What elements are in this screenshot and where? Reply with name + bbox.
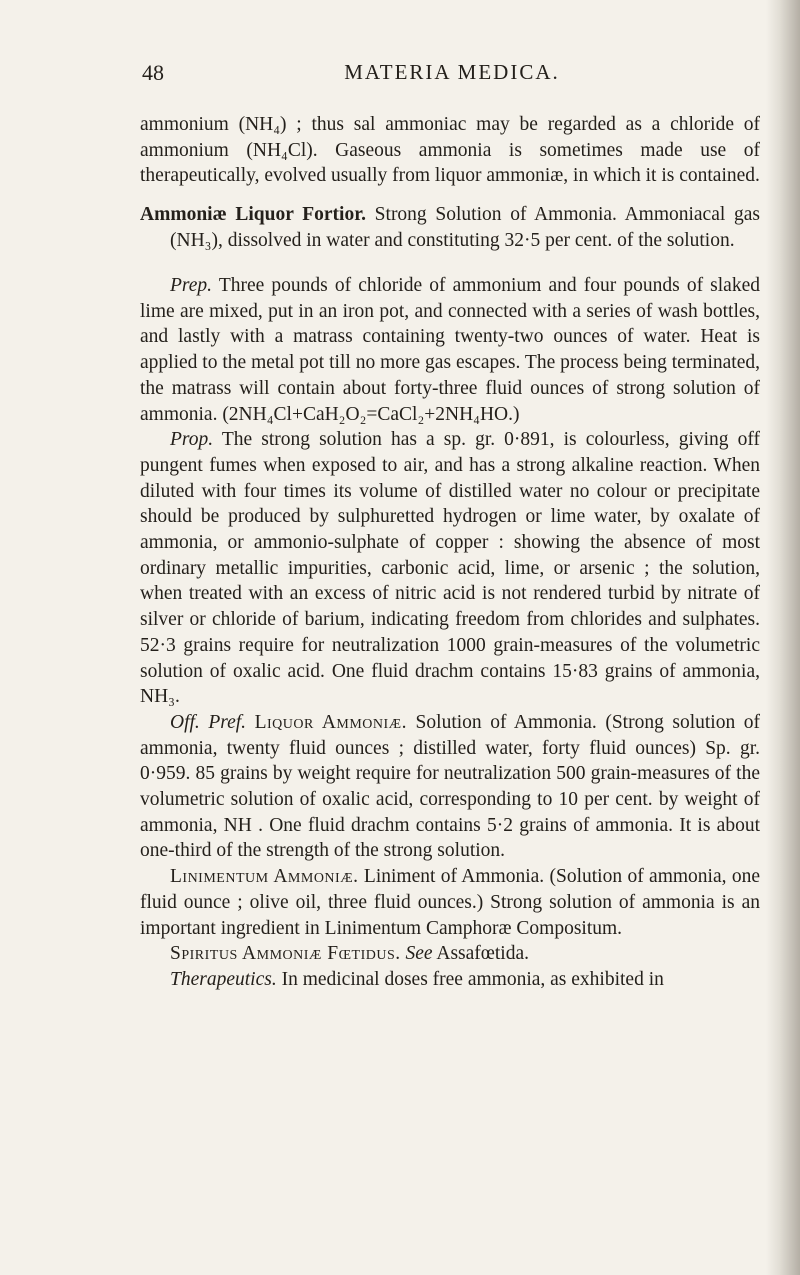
paragraph-lead: Therapeutics. — [170, 969, 277, 990]
paragraph-properties — [140, 427, 760, 710]
page-number: 48 — [142, 60, 164, 85]
see-reference: See — [400, 943, 433, 965]
paragraph-spiritus — [140, 941, 760, 967]
paragraph-text: In medicinal doses free ammonia, as exhibited in — [276, 969, 664, 990]
entry-heading: Ammoniæ Liquor Fortior. — [140, 204, 366, 226]
paragraph-text: Three pounds of chloride of ammonium and four pounds of slaked lime are mixed, put in an iron pot, and connected with a series of wash bottles, and lastly with a matrass containing twenty-two ounces of water. Heat is applied to the metal pot till no more gas escapes. The process being terminated, the matrass will contain about forty-three fluid ounces of strong solution of ammonia. (2NH₄Cl+CaH₂O₂=CaCl₂+2NH₄HO.) — [140, 275, 760, 425]
paragraph-preparation — [140, 273, 760, 427]
paragraph-text: The strong solution has a sp. gr. 0·891, is colourless, giving off pungent fumes when exposed to air, and has a strong alkaline reaction. When diluted with four times its volume of distilled water no colour or precipitate should be produced by sulphuretted hydrogen or lime water, by oxalate of ammonia, or ammonio-sulphate of copper : showing the absence of most ordinary metallic impurities, carbonic acid, lime, or arsenic ; the solution, when treated with an excess of nitric acid is not rendered turbid by nitrate of silver or chloride of barium, indicating freedom from chlorides and sulphates. 52·3 grains require for neutralization 1000 grain-measures of the volumetric solution of oxalic acid. One fluid drachm contains 15·83 grains of ammonia, NH₃. — [140, 429, 760, 708]
paragraph-continued — [140, 112, 760, 189]
preparation-name: Liquor Ammoniæ. — [254, 711, 408, 733]
preparation-name: Spiritus Ammoniæ Fœtidus. — [170, 943, 401, 965]
entry-ammoniae-liquor-fortior — [140, 202, 760, 253]
paragraph-lead: Prop. — [170, 429, 214, 451]
page-header — [142, 56, 762, 96]
paragraph-text: Assafœtida. — [432, 943, 529, 965]
paragraph-lead: Prep. — [170, 275, 213, 297]
paragraph-text: Solution of Ammonia. (Strong solution of ammonia, twenty fluid ounces ; distilled water, forty fluid ounces) Sp. gr. 0·959. 85 grains by weight require for neutralization 500 grain-measures of the volumetric solution of oxalic acid, corresponding to 10 per cent. by weight of ammonia, NH . One fluid drachm contains 5·2 grains of ammonia. It is about one-third of the strength of the strong solution. — [140, 711, 760, 862]
paragraph-text: ammonium (NH₄) ; thus sal ammoniac may be regarded as a chloride of ammonium (NH₄Cl). Gaseous ammonia is sometimes made use of therapeutically, evolved usually from liquor ammoniæ, in which it is contained. — [140, 114, 760, 187]
entry-text: Strong Solution of Ammonia. Ammoniacal gas (NH₃), dissolved in water and constituting 32·5 per cent. of the solution. — [170, 204, 760, 251]
preparation-name: Linimentum Ammoniæ. — [170, 866, 359, 888]
paragraph-liniment — [140, 864, 760, 941]
paragraph-official-preparations — [140, 710, 760, 864]
paragraph-lead: Off. Pref. — [170, 711, 247, 733]
paragraph-text: Liniment of Ammonia. (Solution of ammonia, one fluid ounce ; olive oil, three fluid ounces.) Strong solution of ammonia is an important ingredient in Linimentum Camphoræ Compositum. — [140, 866, 760, 939]
paragraph-therapeutics — [140, 967, 760, 993]
page-body — [140, 112, 760, 993]
page-gutter-shadow — [766, 0, 800, 1275]
running-head: MATERIA MEDICA. — [344, 60, 560, 84]
